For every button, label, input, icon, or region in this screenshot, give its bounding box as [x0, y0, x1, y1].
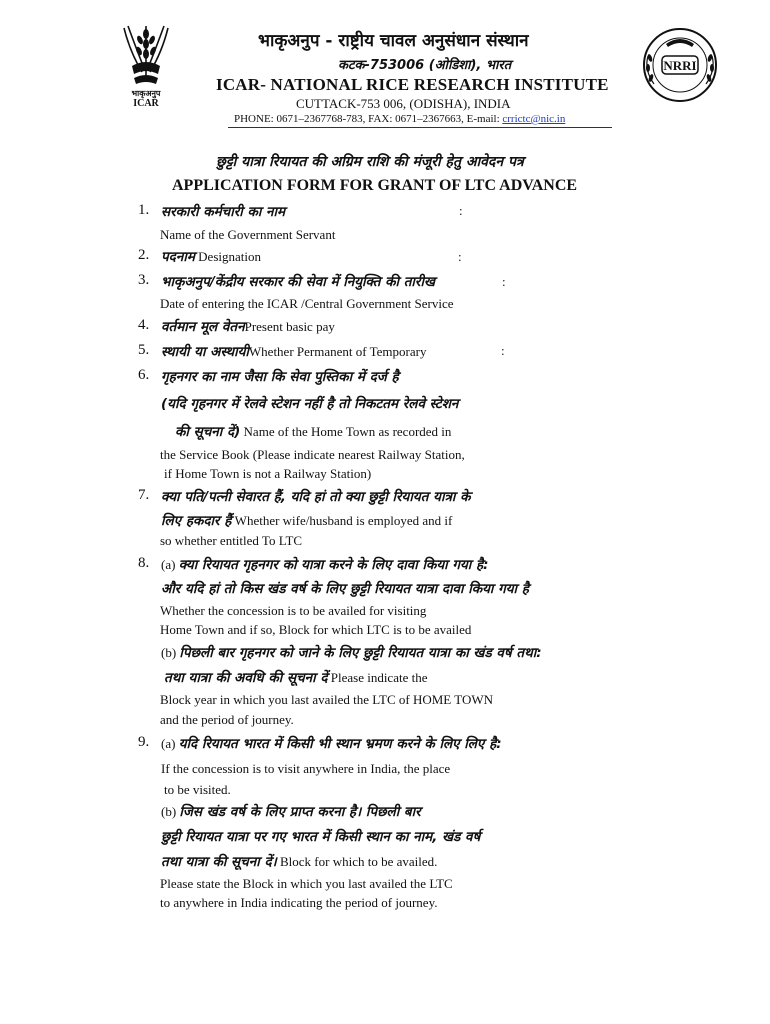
item8a-label-english-2: Home Town and if so, Block for which LTC is to be availed [160, 622, 472, 637]
item-number: 9. [138, 734, 150, 750]
item1-label-english: Name of the Government Servant [160, 227, 336, 242]
item3-label-hindi: भाकृअनुप/केंद्रीय सरकार की सेवा में नियुक्ति की तारीख [161, 274, 435, 290]
institute-address-english: CUTTACK-753 006, (ODISHA), INDIA [296, 96, 511, 111]
item7-label-english-2: so whether entitled To LTC [160, 533, 303, 548]
item3-label-english: Date of entering the ICAR /Central Government Service [160, 296, 454, 311]
item9b-label-english-1: Block for which to be availed. [276, 854, 438, 869]
item6-label-hindi-1: गृहनगर का नाम जैसा कि सेवा पुस्तिका में दर्ज है [161, 369, 399, 385]
item9b-label-english-2: Please state the Block in which you last availed the LTC [160, 876, 453, 891]
item8b-label-english-1: Please indicate the [327, 670, 428, 685]
item9b-line3 [161, 852, 437, 871]
item-number: 8. [138, 555, 150, 571]
institute-name-hindi: भाकृअनुप - राष्ट्रीय चावल अनुसंधान संस्थान [258, 31, 529, 51]
item8b-label-english-2: Block year in which you last availed the LTC of HOME TOWN [160, 692, 494, 707]
header-divider [228, 127, 612, 128]
item5-label-hindi: स्थायी या अस्थायी [161, 344, 249, 360]
item9b-label-hindi-1: जिस खंड वर्ष के लिए प्राप्त करना है। पिछली बार [179, 804, 421, 820]
item8b-label-hindi-2: तथा यात्रा की अवधि की सूचना दें [164, 670, 328, 686]
item-number: 5. [138, 342, 150, 358]
item3-colon: : [502, 274, 506, 289]
item6-label-english-2: the Service Book (Please indicate nearest Railway Station, [160, 447, 465, 462]
item2-colon: : [458, 249, 462, 264]
item6-label-english-3: if Home Town is not a Railway Station) [164, 466, 372, 481]
item-number: 4. [138, 317, 150, 333]
item-number: 3. [138, 272, 150, 288]
icar-logo-hindi: भाकृअनुप [131, 89, 161, 98]
item8a-line1 [161, 555, 489, 574]
item8b-label-hindi-1: पिछली बार गृहनगर को जाने के लिए छुट्टी रियायत यात्रा का खंड वर्ष तथा: [179, 645, 542, 661]
item6-label-hindi-3: की सूचना दें) [175, 424, 241, 440]
item9b-label-english-3: to anywhere in India indicating the period of journey. [160, 895, 438, 910]
item4-label-english: Present basic pay [244, 319, 335, 334]
item4-label [161, 317, 335, 336]
item9a-line1 [161, 734, 502, 753]
item9b-label-hindi-2: छुट्टी रियायत यात्रा पर गए भारत में किसी स्थान का नाम, खंड वर्ष [161, 829, 481, 845]
item-number: 7. [138, 487, 150, 503]
item7-label-english-1: Whether wife/husband is employed and if [231, 513, 453, 528]
form-title-hindi: छुट्टी यात्रा रियायत की अग्रिम राशि की मंजूरी हेतु आवेदन पत्र [216, 154, 524, 170]
item2-label-hindi: पदनाम [161, 249, 195, 265]
item-number: 1. [138, 202, 150, 218]
item9b-marker: (b) [161, 804, 180, 819]
item8a-label-hindi-2: और यदि हां तो किस खंड वर्ष के लिए छुट्टी रियायत यात्रा दावा किया गया है [161, 581, 529, 597]
item9b-line1 [161, 802, 421, 821]
item8a-marker: (a) [161, 557, 179, 572]
item2-label-english: Designation [194, 249, 261, 264]
contact-line [234, 113, 565, 125]
item-number: 2. [138, 247, 150, 263]
item9a-label-hindi: यदि रियायत भारत में किसी भी स्थान भ्रमण करने के लिए लिए है: [178, 736, 502, 752]
item6-label-english-1: Name of the Home Town as recorded in [240, 424, 452, 439]
item5-label-english: Whether Permanent of Temporary [248, 344, 427, 359]
item9a-marker: (a) [161, 736, 179, 751]
item8b-marker: (b) [161, 645, 180, 660]
item7-label-hindi-1: क्या पति/पत्नी सेवारत हैं, यदि हां तो क्या छुट्टी रियायत यात्रा के [161, 489, 471, 505]
item8b-label-english-3: and the period of journey. [160, 712, 294, 727]
item1-colon: : [459, 203, 463, 218]
item8b-line2 [164, 668, 428, 687]
item8a-label-english-1: Whether the concession is to be availed for visiting [160, 603, 427, 618]
item7-label-hindi-2: लिए हकदार हैं [161, 513, 232, 529]
item5-label [161, 342, 426, 361]
icar-logo-english: ICAR [133, 98, 159, 108]
item8a-label-hindi-1: क्या रियायत गृहनगर को यात्रा करने के लिए दावा किया गया है: [178, 557, 489, 573]
form-title-english: APPLICATION FORM FOR GRANT OF LTC ADVANCE [172, 177, 578, 194]
item8b-line1 [161, 643, 542, 662]
item1-label-hindi: सरकारी कर्मचारी का नाम [161, 204, 286, 220]
item6-label-hindi-2: (यदि गृहनगर में रेलवे स्टेशन नहीं है तो निकटतम रेलवे स्टेशन [161, 396, 459, 412]
institute-address-hindi: कटक-753006 (ओडिशा), भारत [338, 58, 512, 73]
item2-label [161, 247, 261, 266]
item9a-label-english-1: If the concession is to visit anywhere in India, the place [161, 761, 451, 776]
email-link[interactable]: crrictc@nic.in [502, 113, 566, 125]
item6-label-line3 [175, 422, 451, 441]
nrri-logo-text: NRRI [663, 58, 697, 73]
item5-colon: : [501, 343, 505, 358]
item7-label-line2 [161, 511, 452, 530]
icar-logo [118, 22, 174, 108]
item4-label-hindi: वर्तमान मूल वेतन [161, 319, 245, 335]
nrri-logo [640, 26, 720, 104]
item-number: 6. [138, 367, 150, 383]
item9a-label-english-2: to be visited. [164, 782, 231, 797]
item9b-label-hindi-3: तथा यात्रा की सूचना दें। [161, 854, 277, 870]
institute-name-english: ICAR- NATIONAL RICE RESEARCH INSTITUTE [216, 75, 609, 94]
phone-fax-text: PHONE: 0671–2367768-783, FAX: 0671–2367663, E-mail: [234, 113, 503, 125]
